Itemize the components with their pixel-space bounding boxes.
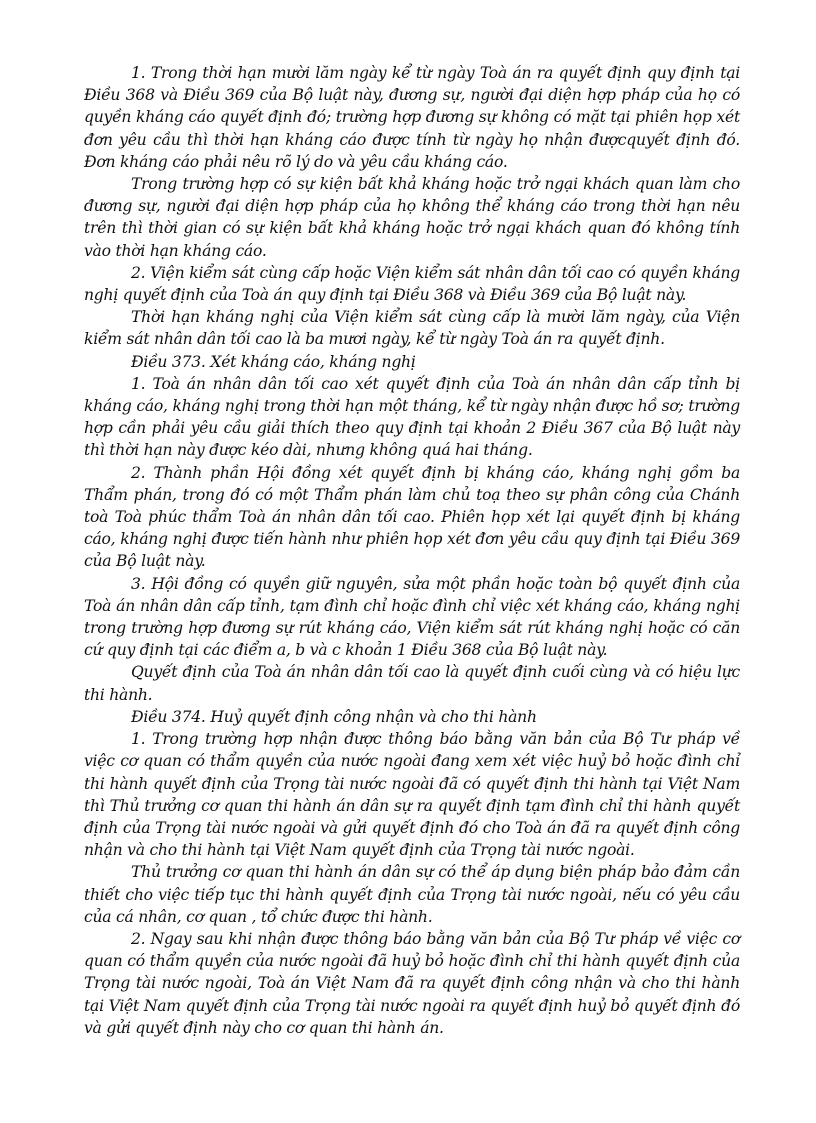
paragraph-373-1-1: 1. Trong thời hạn mười lăm ngày kể từ ngày Toà án ra quyết định quy định tại Điều 368 và Điều 369 của Bộ luật này, đương sự, người đại diện hợp pháp của họ có quyền kháng cáo quyết định đó; trường hợp đương sự không có mặt tại phiên họp xét đơn yêu cầu thì thời hạn kháng cáo được tính từ ngày họ nhận đượcquyết định đó. Đơn kháng cáo phải nêu rõ lý do và yêu cầu kháng cáo. xyxy=(84,64,740,171)
paragraph-373-clause-2: 2. Thành phần Hội đồng xét quyết định bị kháng cáo, kháng nghị gồm ba Thẩm phán, trong đó có một Thẩm phán làm chủ toạ theo sự phân công của Chánh toà Toà phúc thẩm Toà án nhân dân tối cao. Phiên họp xét lại quyết định bị kháng cáo, kháng nghị được tiến hành như phiên họp xét đơn yêu cầu quy định tại Điều 369 của Bộ luật này. xyxy=(84,463,740,571)
paragraph-374-clause-2: 2. Ngay sau khi nhận được thông báo bằng văn bản của Bộ Tư pháp về việc cơ quan có thẩm quyền của nước ngoài đã huỷ bỏ hoặc đình chỉ thi hành quyết định của Trọng tài nước ngoài, Toà án Việt Nam đã ra quyết định công nhận và cho thi hành tại Việt Nam quyết định của Trọng tài nước ngoài ra quyết định huỷ bỏ quyết định đó và gửi quyết định này cho cơ quan thi hành án. xyxy=(84,929,740,1037)
paragraph-374-clause-1: 1. Trong trường hợp nhận được thông báo bằng văn bản của Bộ Tư pháp về việc cơ quan có thẩm quyền của nước ngoài đang xem xét việc huỷ bỏ hoặc đình chỉ thi hành quyết định của Trọng tài nước ngoài đã có quyết định thi hành tại Việt Nam thì Thủ trưởng cơ quan thi hành án dân sự ra quyết định tạm đình chỉ thi hành quyết định của Trọng tài nước ngoài và gửi quyết định đó cho Toà án đã ra quyết định công nhận và cho thi hành tại Việt Nam quyết định của Trọng tài nước ngoài. xyxy=(84,730,740,860)
paragraph-373-1-2: Trong trường hợp có sự kiện bất khả kháng hoặc trở ngại khách quan làm cho đương sự, người đại diện hợp pháp của họ không thể kháng cáo trong thời hạn nêu trên thì thời gian có sự kiện bất khả kháng hoặc trở ngại khách quan đó không tính vào thời hạn kháng cáo. xyxy=(84,175,740,260)
paragraph-373-final: Quyết định của Toà án nhân dân tối cao là quyết định cuối cùng và có hiệu lực thi hành. xyxy=(84,663,740,704)
article-heading-373: Điều 373. Xét kháng cáo, kháng nghị xyxy=(131,352,416,371)
paragraph-374-clause-1-b: Thủ trưởng cơ quan thi hành án dân sự có thể áp dụng biện pháp bảo đảm cần thiết cho việc tiếp tục thi hành quyết định của Trọng tài nước ngoài, nếu có yêu cầu của cá nhân, cơ quan , tổ chức được thi hành. xyxy=(84,863,740,926)
paragraph-373-2-1: 2. Viện kiểm sát cùng cấp hoặc Viện kiểm sát nhân dân tối cao có quyền kháng nghị quyết định của Toà án quy định tại Điều 368 và Điều 369 của Bộ luật này. xyxy=(84,263,740,305)
paragraph-373-2-2: Thời hạn kháng nghị của Viện kiểm sát cùng cấp là mười lăm ngày, của Viện kiểm sát nhân dân tối cao là ba mươi ngày, kể từ ngày Toà án ra quyết định. xyxy=(84,308,740,349)
paragraph-373-clause-3: 3. Hội đồng có quyền giữ nguyên, sửa một phần hoặc toàn bộ quyết định của Toà án nhân dân cấp tỉnh, tạm đình chỉ hoặc đình chỉ việc xét kháng cáo, kháng nghị trong trường hợp đương sự rút kháng cáo, Viện kiểm sát rút kháng nghị hoặc có căn cứ quy định tại các điểm a, b và c khoản 1 Điều 368 của Bộ luật này. xyxy=(84,574,740,660)
paragraph-373-clause-1: 1. Toà án nhân dân tối cao xét quyết định của Toà án nhân dân cấp tỉnh bị kháng cáo, kháng nghị trong thời hạn một tháng, kể từ ngày nhận được hồ sơ; trường hợp cần phải yêu cầu giải thích theo quy định tại khoản 2 Điều 367 của Bộ luật này thì thời hạn này được kéo dài, nhưng không quá hai tháng. xyxy=(84,374,740,460)
document-body xyxy=(84,62,740,1039)
article-heading-374: Điều 374. Huỷ quyết định công nhận và cho thi hành xyxy=(131,707,537,726)
